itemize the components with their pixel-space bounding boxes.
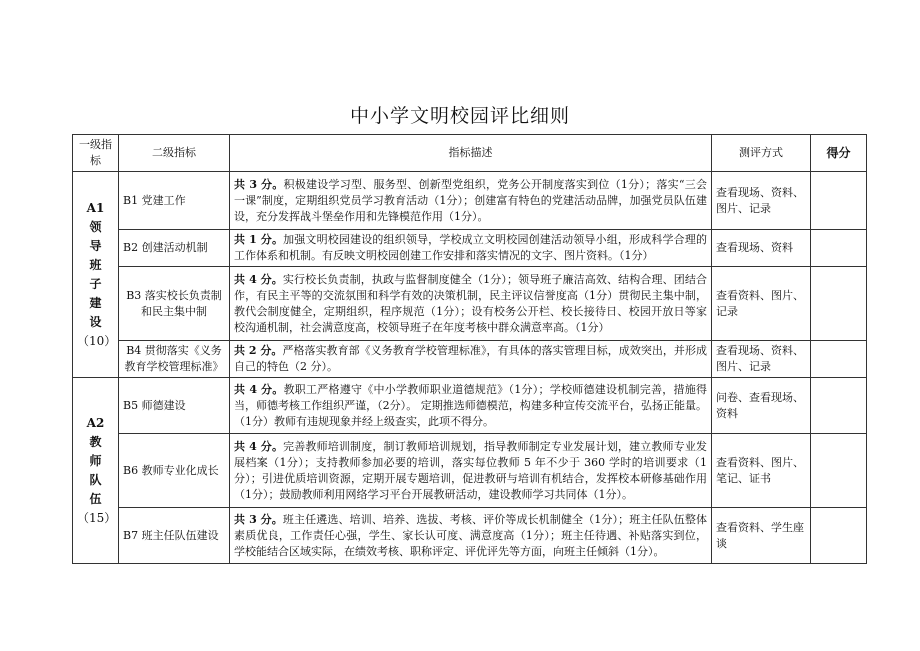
- level1-points: （15）: [77, 510, 117, 525]
- indicator-cell: B6 教师专业化成长: [119, 434, 230, 508]
- table-row: [73, 508, 867, 564]
- score-cell[interactable]: [811, 267, 867, 341]
- method-cell: 查看现场、资料: [712, 230, 811, 267]
- score-lead: 共 1 分。: [234, 233, 284, 246]
- header-score: 得分: [811, 135, 867, 172]
- table-row: [73, 341, 867, 378]
- method-cell: 查看现场、资料、图片、记录: [712, 172, 811, 230]
- method-cell: 查看资料、学生座谈: [712, 508, 811, 564]
- evaluation-table: [72, 134, 867, 564]
- level1-points: （10）: [77, 333, 117, 348]
- level1-cell-a1: [73, 172, 119, 378]
- header-level1: 一级指标: [73, 135, 119, 172]
- description-cell: [230, 434, 712, 508]
- header-level2: 二级指标: [119, 135, 230, 172]
- table-row: [73, 434, 867, 508]
- table-row: [73, 230, 867, 267]
- indicator-cell: B2 创建活动机制: [119, 230, 230, 267]
- score-cell[interactable]: [811, 508, 867, 564]
- table-row: [73, 267, 867, 341]
- description-text: 加强文明校园建设的组织领导，学校成立文明校园创建活动领导小组，形成科学合理的工作体系和机制。有反映文明校园创建工作安排和落实情况的文字、图片资料。（1分）: [234, 233, 707, 262]
- indicator-cell: B3 落实校长负责制和民主集中制: [119, 267, 230, 341]
- table-row: [73, 172, 867, 230]
- description-cell: [230, 508, 712, 564]
- score-cell[interactable]: [811, 378, 867, 434]
- description-text: 教职工严格遵守《中小学教师职业道德规范》（1分）；学校师德建设机制完善，措施得当，师德考核工作组织严谨，（2分）。 定期推选师德模范，构建多种宣传交流平台，弘扬正能量。（1分）教师有违规现象并经上级查实，此项不得分。: [234, 382, 707, 428]
- header-description: 指标描述: [230, 135, 712, 172]
- description-text: 班主任遴选、培训、培养、选拔、考核、评价等成长机制健全（1分）；班主任队伍整体素质优良，工作责任心强，学生、家长认可度、满意度高（1分）；班主任待遇、补贴落实到位，学校能结合区域实际，在绩效考核、职称评定、评优评先等方面，向班主任倾斜（1分）。: [234, 512, 707, 558]
- indicator-cell: B4 贯彻落实《义务教育学校管理标准》: [119, 341, 230, 378]
- score-lead: 共 2 分。: [234, 344, 283, 357]
- description-cell: [230, 378, 712, 434]
- header-method: 测评方式: [712, 135, 811, 172]
- description-cell: [230, 230, 712, 267]
- score-lead: 共 4 分。: [234, 439, 284, 453]
- table-header-row: [73, 135, 867, 172]
- description-text: 完善教师培训制度，制订教师培训规划，指导教师制定专业发展计划，建立教师专业发展档案（1分）；支持教师参加必要的培训，落实每位教师 5 年不少于 360 学时的培训要求（1分）；引进优质培训资源，定期开展专题培训，促进教研与培训有机结合，发挥校本研修基础作用（1分）；鼓励教师利用网络学习平台开展教研活动，建设教师学习共同体（1分）。: [234, 439, 707, 501]
- description-text: 严格落实教育部《义务教育学校管理标准》，有具体的落实管理目标，成效突出，并形成自己的特色（2 分）。: [234, 344, 707, 373]
- method-cell: 查看资料、图片、笔记、证书: [712, 434, 811, 508]
- score-lead: 共 4 分。: [234, 382, 284, 396]
- score-cell[interactable]: [811, 434, 867, 508]
- level1-cell-a2: [73, 378, 119, 564]
- table-row: [73, 378, 867, 434]
- method-cell: 查看资料、图片、记录: [712, 267, 811, 341]
- score-cell[interactable]: [811, 230, 867, 267]
- score-lead: 共 4 分。: [234, 272, 283, 286]
- description-cell: [230, 172, 712, 230]
- level1-name: 教师队伍: [89, 434, 102, 506]
- method-cell: 问卷、查看现场、资料: [712, 378, 811, 434]
- method-cell: 查看现场、资料、图片、记录: [712, 341, 811, 378]
- description-text: 实行校长负责制，执政与监督制度健全（1分）；领导班子廉洁高效、结构合理、团结合作，有民主平等的交流氛围和科学有效的决策机制，民主评议信誉度高（1分）贯彻民主集中制，教代会制度健全，定期组织，程序规范（1分）；设有校务公开栏、校长接待日、校园开放日等家校沟通机制，社会满意度高，校领导班子在年度考核中群众满意率高。（1分）: [234, 272, 707, 334]
- document-title: 中小学文明校园评比细则: [349, 105, 570, 127]
- indicator-cell: B1 党建工作: [119, 172, 230, 230]
- description-cell: [230, 267, 712, 341]
- level1-code: A2: [86, 415, 105, 430]
- description-text: 积极建设学习型、服务型、创新型党组织，党务公开制度落实到位（1分）；落实“三会一课”制度，定期组织党员学习教育活动（1分）；创建富有特色的党建活动品牌，加强党员队伍建设，充分发挥战斗堡垒作用和先锋模范作用（1分）。: [234, 177, 707, 223]
- indicator-cell: B7 班主任队伍建设: [119, 508, 230, 564]
- score-cell[interactable]: [811, 341, 867, 378]
- score-lead: 共 3 分。: [234, 177, 284, 191]
- level1-name: 领导班子建设: [89, 219, 102, 329]
- indicator-cell: B5 师德建设: [119, 378, 230, 434]
- description-cell: [230, 341, 712, 378]
- score-lead: 共 3 分。: [234, 512, 283, 526]
- score-cell[interactable]: [811, 172, 867, 230]
- level1-code: A1: [86, 200, 105, 215]
